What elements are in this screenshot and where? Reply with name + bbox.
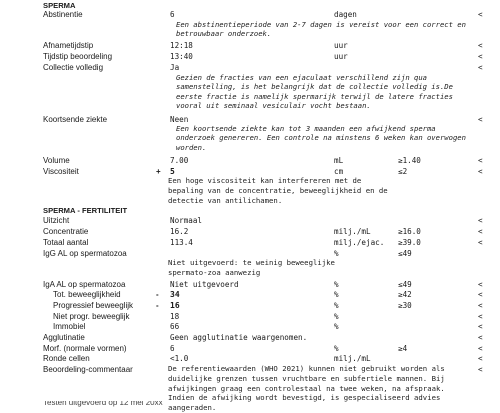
row-unit: % [334, 249, 339, 258]
result-row-progressief [0, 300, 500, 311]
row-unit: milj./ejac. [334, 238, 385, 247]
row-arrow: < [478, 322, 483, 331]
row-value: Geen agglutinatie waargenomen. [170, 333, 308, 342]
row-unit: cm [334, 167, 344, 176]
row-value: 7.00 [170, 156, 189, 165]
collectie-note: Gezien de fracties van een ejaculaat verschillend zijn qua samenstelling, is het belangrijk dat de collectie volledig is.De eerste fractie is namelijk spermarijk terwijl de latere fracties vooral uit seminaal vesiculair vocht bestaan. [176, 73, 453, 110]
row-unit: dagen [334, 10, 357, 19]
row-reference: ≤49 [398, 280, 412, 289]
abnormal-flag: - [156, 290, 159, 299]
row-reference: ≥39.0 [398, 238, 421, 247]
row-arrow: < [478, 354, 483, 363]
row-label: Koortsende ziekte [43, 115, 108, 124]
row-unit: % [334, 322, 339, 331]
footer-text: Testen uitgevoerd op 12 mei 20xx [43, 401, 163, 407]
row-label: Uitzicht [43, 216, 70, 225]
row-label: Niet progr. beweeglijk [53, 312, 130, 321]
row-label: IgG AL op spermatozoa [43, 249, 127, 258]
row-label: Totaal aantal [43, 238, 89, 247]
row-arrow: < [478, 167, 483, 176]
footer-cut-line [43, 401, 243, 407]
abnormal-flag: + [156, 167, 161, 176]
abnormal-flag: - [156, 301, 159, 310]
row-value: 12:18 [170, 41, 193, 50]
row-value: 34 [170, 290, 180, 299]
row-arrow: < [478, 216, 483, 225]
koorts-note: Een koortsende ziekte kan tot 3 maanden een afwijkend sperma onderzoek genereren. Een controle na minstens 6 weken kan overwogen worden. [176, 124, 466, 152]
result-row-uitzicht [0, 215, 500, 226]
row-label: Concentratie [43, 227, 89, 236]
result-row-agglutinatie [0, 332, 500, 343]
result-row-totaal-aantal [0, 237, 500, 248]
row-unit: % [334, 344, 339, 353]
row-arrow: < [478, 365, 483, 374]
row-value: Neen [170, 115, 189, 124]
row-label: Afnametijdstip [43, 41, 94, 50]
row-arrow: < [478, 41, 483, 50]
row-label: IgA AL op spermatozoa [43, 280, 126, 289]
result-row-tot-beweeglijkheid [0, 289, 500, 300]
row-label: Viscositeit [43, 167, 79, 176]
row-value: 5 [170, 167, 175, 176]
result-row-concentratie [0, 226, 500, 237]
row-label: Ronde cellen [43, 354, 90, 363]
row-unit: % [334, 280, 339, 289]
row-value: 66 [170, 322, 180, 331]
row-arrow: < [478, 290, 483, 299]
result-row-collectie [0, 62, 500, 73]
row-reference: ≥1.40 [398, 156, 421, 165]
row-arrow: < [478, 280, 483, 289]
row-value: 6 [170, 10, 175, 19]
section-title: SPERMA [43, 1, 76, 10]
row-unit: % [334, 301, 339, 310]
row-label: Beoordeling-commentaar [43, 365, 133, 374]
row-arrow: < [478, 312, 483, 321]
row-unit: % [334, 312, 339, 321]
row-unit: uur [334, 41, 348, 50]
row-value: Ja [170, 63, 180, 72]
row-value: 18 [170, 312, 180, 321]
row-reference: ≥30 [398, 301, 412, 310]
row-value: <1.0 [170, 354, 189, 363]
row-arrow: < [478, 344, 483, 353]
row-arrow: < [478, 10, 483, 19]
row-value: 16 [170, 301, 180, 310]
row-value: 16.2 [170, 227, 189, 236]
row-unit: % [334, 290, 339, 299]
row-arrow: < [478, 63, 483, 72]
row-label: Collectie volledig [43, 63, 104, 72]
row-label: Tot. beweeglijkheid [53, 290, 121, 299]
row-arrow: < [478, 156, 483, 165]
row-label: Morf. (normale vormen) [43, 344, 127, 353]
row-value: 6 [170, 344, 175, 353]
result-row-tijdstip-beoordeling [0, 51, 500, 62]
row-arrow: < [478, 115, 483, 124]
row-unit: uur [334, 52, 348, 61]
beoordeling-comment: De referentiewaarden (WHO 2021) kunnen niet gebruikt worden als duidelijke grenzen tussen vruchtbare en subfertiele mannen. Bij afwijkingen graag een controlestaal na twee weken, na afspraak. Indien de afwijking wordt bevestigd, is gespecialiseerd advies aangeraden. [168, 364, 445, 413]
row-arrow: < [478, 301, 483, 310]
row-unit: mL [334, 156, 344, 165]
row-value: 113.4 [170, 238, 193, 247]
row-label: Agglutinatie [43, 333, 85, 342]
row-label: Progressief beweeglijk [53, 301, 134, 310]
result-row-immobiel [0, 321, 500, 332]
row-label: Tijdstip beoordeling [43, 52, 113, 61]
row-reference: ≤2 [398, 167, 408, 176]
row-reference: ≥16.0 [398, 227, 421, 236]
row-reference: ≥42 [398, 290, 412, 299]
row-value: 13:40 [170, 52, 193, 61]
row-label: Immobiel [53, 322, 86, 331]
result-row-volume [0, 155, 500, 166]
row-value: Normaal [170, 216, 203, 225]
row-arrow: < [478, 52, 483, 61]
section-title: SPERMA - FERTILITEIT [43, 206, 128, 215]
row-unit: milj./mL [334, 354, 371, 363]
row-reference: ≤49 [398, 249, 412, 258]
row-arrow: < [478, 333, 483, 342]
result-row-afnametijdstip [0, 40, 500, 51]
row-arrow: < [478, 238, 483, 247]
result-row-ronde-cellen [0, 353, 500, 364]
abstinentie-note: Een abstinentieperiode van 2-7 dagen is vereist voor een correct en betrouwbaar onderzoek. [176, 20, 466, 39]
row-reference: ≥4 [398, 344, 408, 353]
row-label: Volume [43, 156, 70, 165]
row-unit: milj./mL [334, 227, 371, 236]
row-arrow: < [478, 227, 483, 236]
row-value: Niet uitgevoerd [170, 280, 239, 289]
row-label: Abstinentie [43, 10, 83, 19]
viscositeit-note: Een hoge viscositeit kan interfereren met de bepaling van de concentratie, beweeglijkheid en de detectie van antilichamen. [168, 176, 388, 205]
result-row-abstinentie [0, 9, 500, 20]
igg-note: Niet uitgevoerd: te weinig beweeglijke spermato-zoa aanwezig [168, 258, 335, 277]
